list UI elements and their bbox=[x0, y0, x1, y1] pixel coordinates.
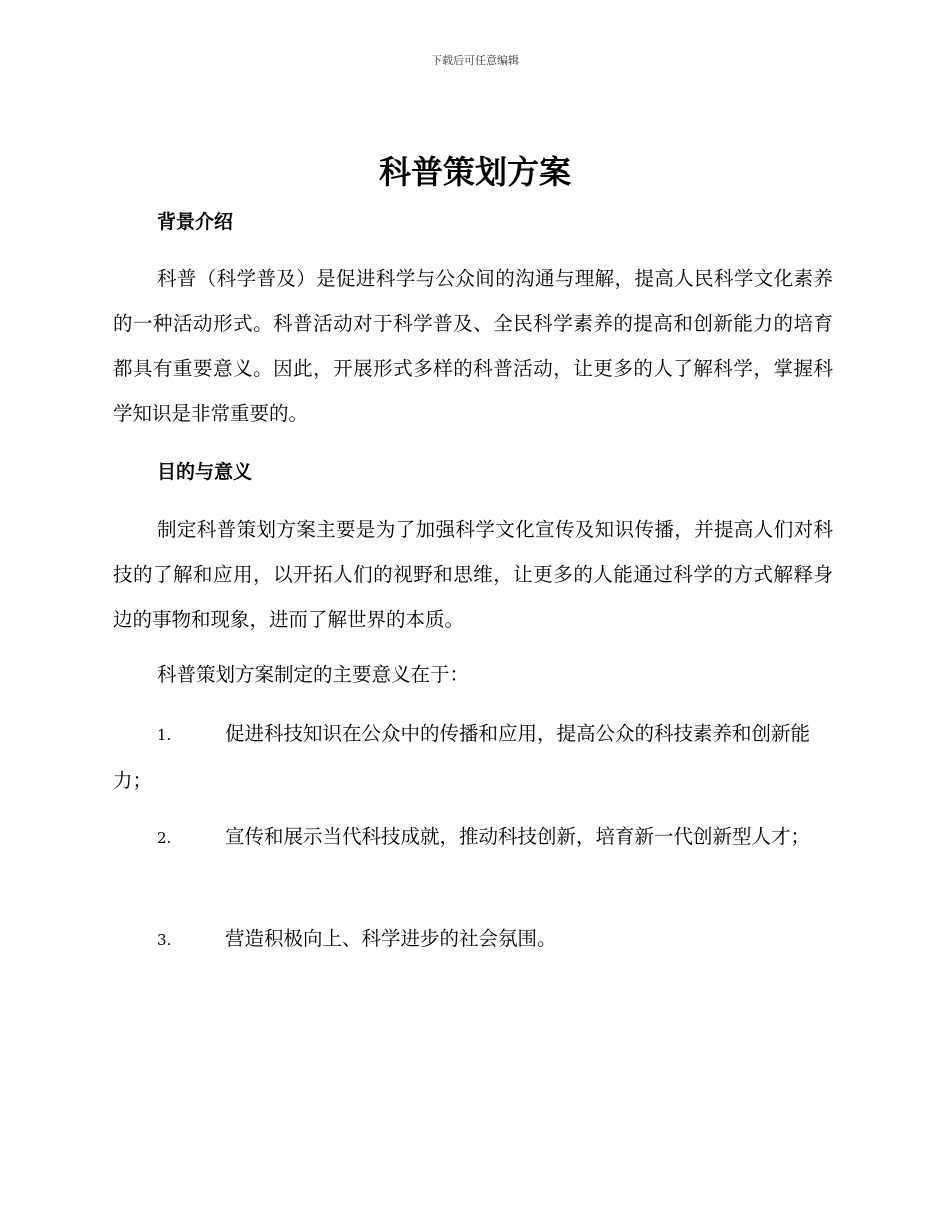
list-item-text: 宣传和展示当代科技成就，推动科技创新，培育新一代创新型人才； bbox=[225, 825, 811, 848]
list-item bbox=[113, 916, 833, 963]
list-item bbox=[113, 711, 833, 803]
section-heading-purpose: 目的与意义 bbox=[157, 461, 253, 483]
header-note: 下载后可任意编辑 bbox=[431, 54, 519, 67]
document-title: 科普策划方案 bbox=[378, 153, 571, 191]
purpose-paragraph: 制定科普策划方案主要是为了加强科学文化宣传及知识传播，并提高人们对科技的了解和应用，以开拓人们的视野和思维，让更多的人能通过科学的方式解释身边的事物和现象，进而了解世界的本质。 bbox=[113, 518, 833, 631]
list-item bbox=[113, 814, 833, 861]
significance-intro: 科普策划方案制定的主要意义在于： bbox=[157, 663, 470, 686]
list-number: 1. bbox=[157, 726, 172, 744]
list-number: 2. bbox=[157, 829, 172, 847]
list-item-text: 营造积极向上、科学进步的社会氛围。 bbox=[225, 927, 557, 950]
list-item-text: 促进科技知识在公众中的传播和应用，提高公众的科技素养和创新能力； bbox=[113, 722, 811, 792]
list-number: 3. bbox=[157, 931, 172, 949]
section-heading-background: 背景介绍 bbox=[157, 211, 234, 233]
background-paragraph: 科普（科学普及）是促进科学与公众间的沟通与理解，提高人民科学文化素养的一种活动形式。科普活动对于科学普及、全民科学素养的提高和创新能力的培育都具有重要意义。因此，开展形式多样的科普活动，让更多的人了解科学，掌握科学知识是非常重要的。 bbox=[113, 267, 833, 425]
